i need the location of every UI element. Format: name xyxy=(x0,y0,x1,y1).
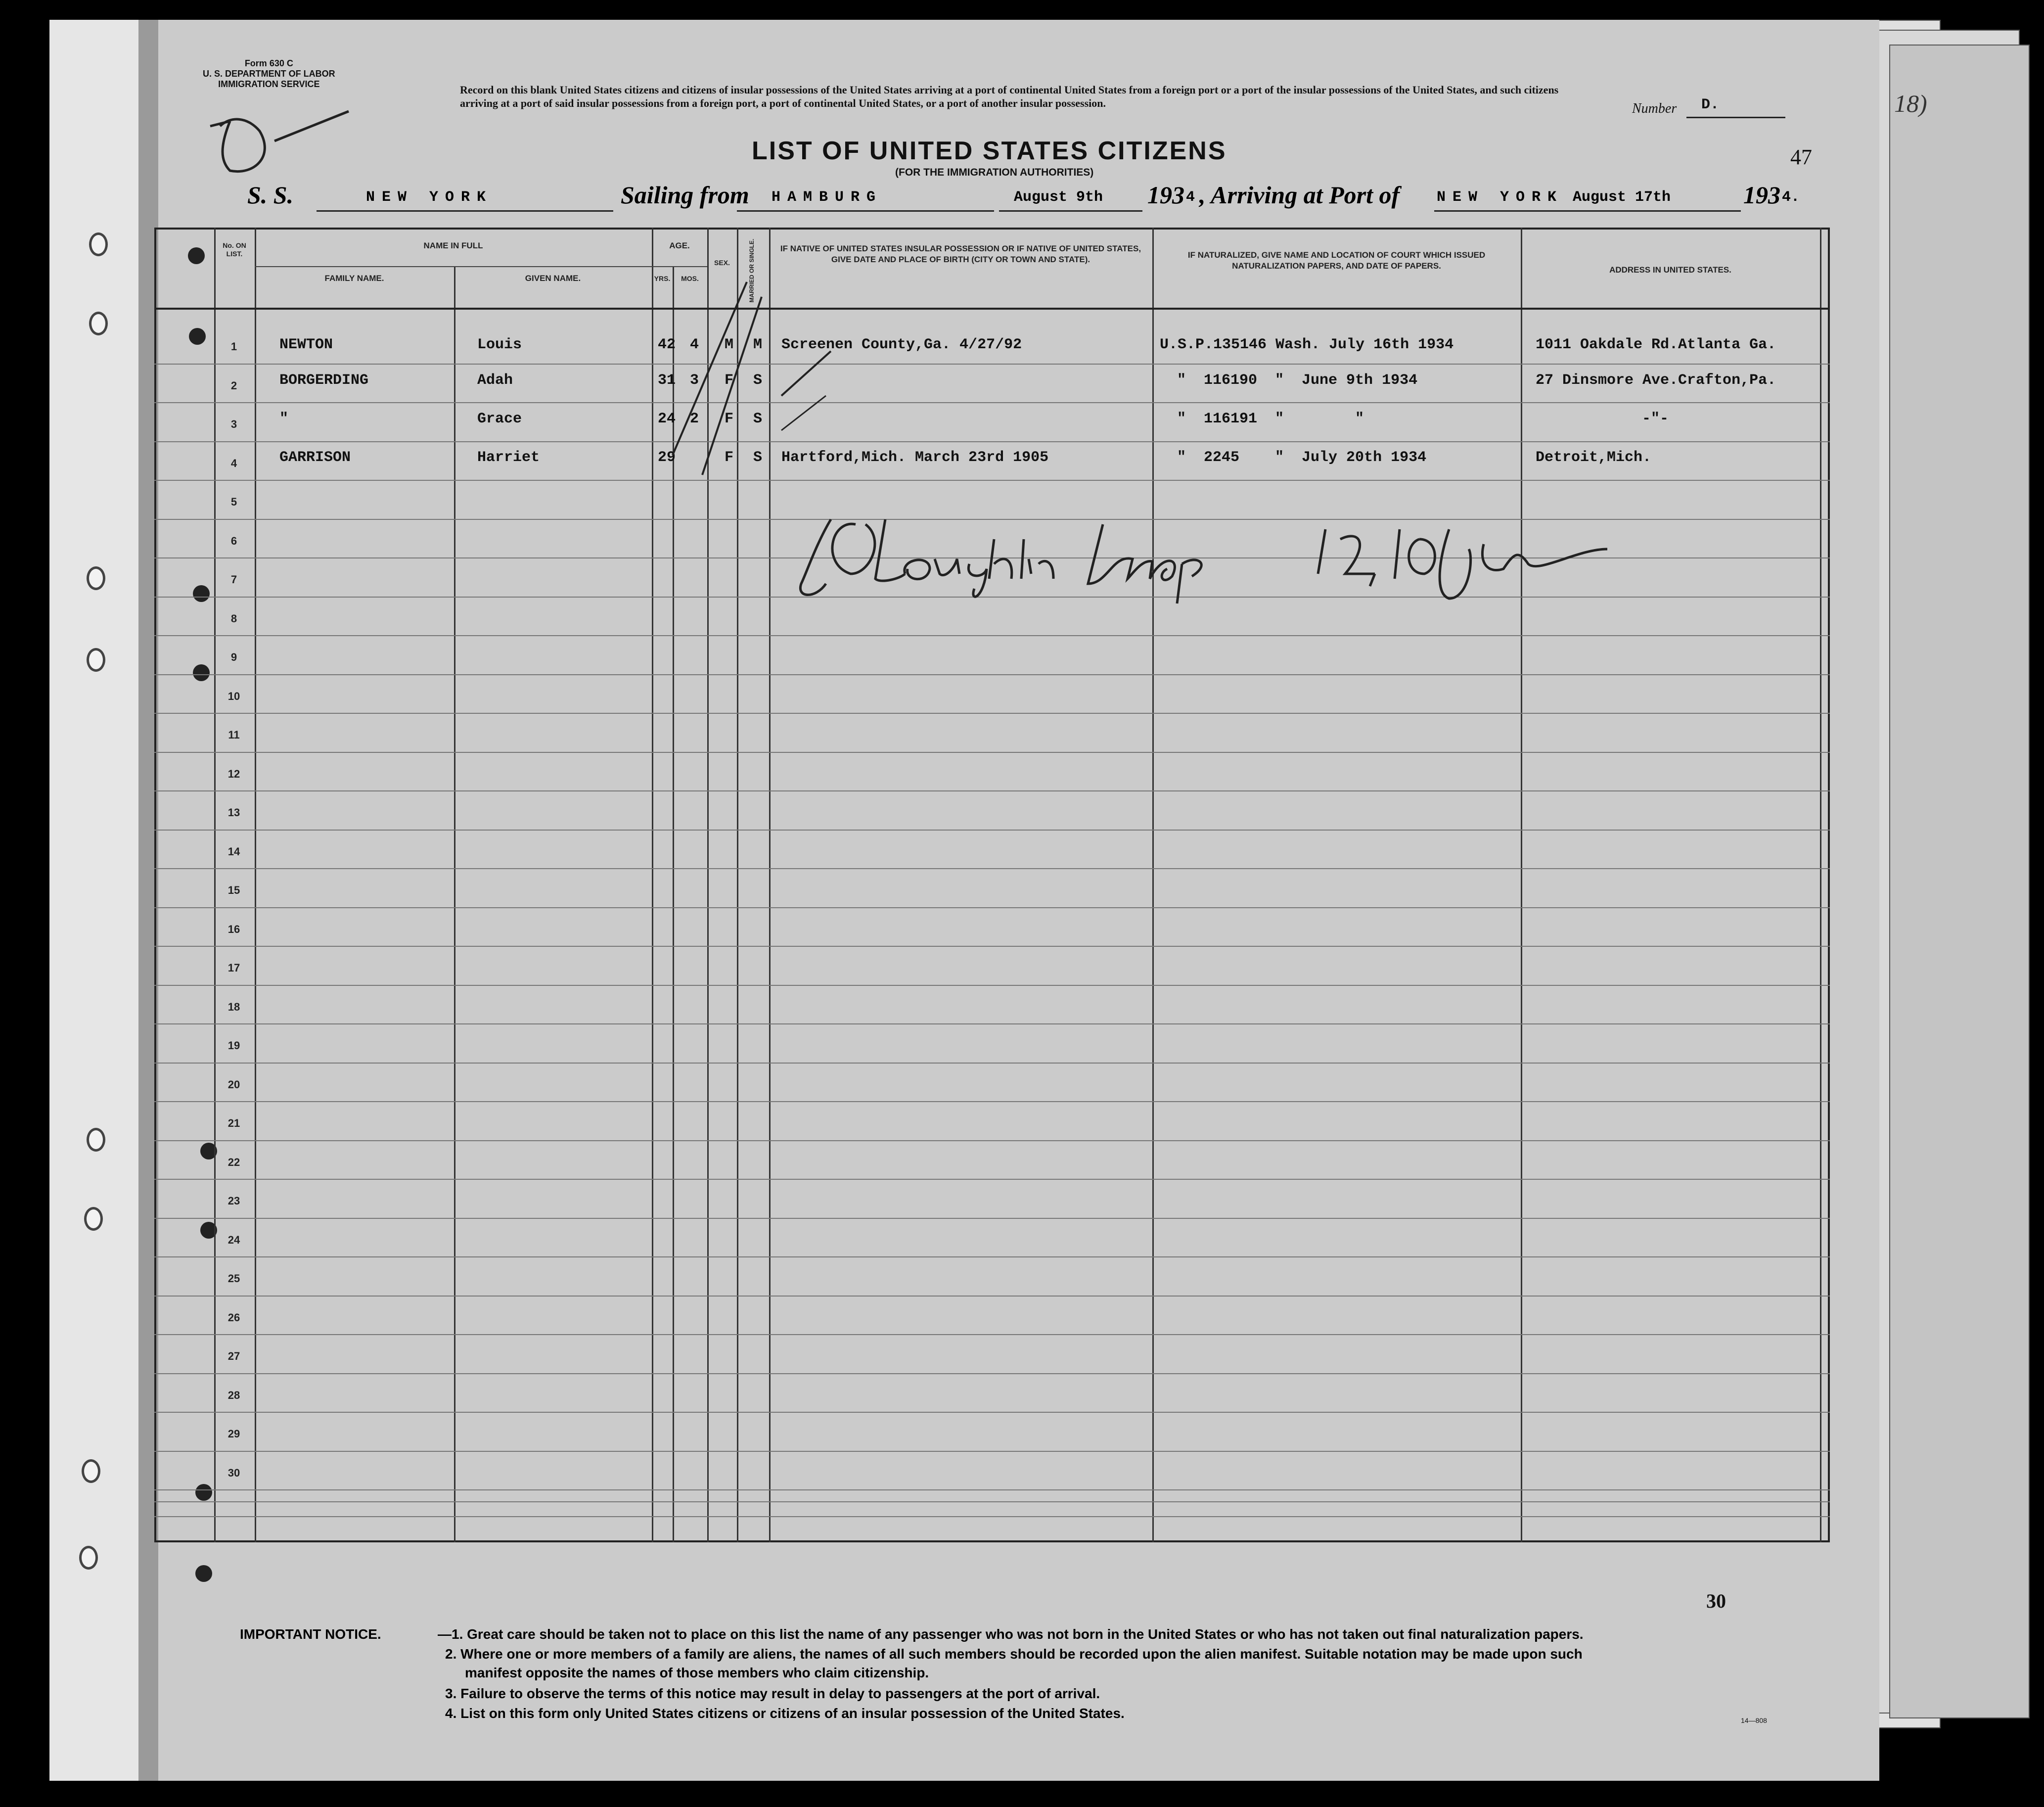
arriving-label: , Arriving at Port of xyxy=(1199,181,1400,209)
ship-name: NEW YORK xyxy=(366,189,493,206)
row-number: 21 xyxy=(227,1117,240,1129)
row-rule xyxy=(154,635,1830,636)
row-number: 12 xyxy=(227,767,240,780)
header-name-in-full: NAME IN FULL xyxy=(423,241,483,250)
row-rule xyxy=(154,1179,1830,1180)
family-name-cell: " xyxy=(279,411,289,427)
sailing-label: Sailing from xyxy=(621,181,749,209)
row-number: 3 xyxy=(230,418,237,430)
row-rule xyxy=(154,907,1830,908)
row-number: 8 xyxy=(230,612,237,625)
row-rule xyxy=(154,868,1830,869)
address-cell: Detroit,Mich. xyxy=(1536,449,1652,466)
row-number: 5 xyxy=(230,496,237,508)
column-divider xyxy=(1152,228,1154,1542)
row-number: 10 xyxy=(227,690,240,702)
row-number: 11 xyxy=(228,729,240,741)
row-rule xyxy=(154,1101,1830,1102)
age-months-cell: 4 xyxy=(690,336,699,353)
sex-cell: F xyxy=(725,449,734,466)
form-instructions: Record on this blank United States citizens and citizens of insular possessions of the United States arriving at a port of continental United States from a foreign port or a port of the insular possessions of the United States, and such citizens arriving at a port of said insular possessions from a foreign port, a port of continental United States, or a port of another insular possession. xyxy=(460,84,1559,109)
row-number: 14 xyxy=(227,845,240,858)
marital-status-cell: S xyxy=(753,449,763,466)
age-years-cell: 29 xyxy=(658,449,676,466)
column-divider xyxy=(652,228,653,1542)
sailing-port: HAMBURG xyxy=(772,189,883,206)
notice-line-2: 2. Where one or more members of a family are aliens, the names of all such members should be recorded upon the alien manifest. Suitable notation may be made upon such xyxy=(445,1646,1583,1662)
row-rule xyxy=(154,790,1830,791)
row-number: 7 xyxy=(230,573,237,586)
row-rule xyxy=(154,1412,1830,1413)
column-divider xyxy=(214,228,216,1542)
row-rule xyxy=(154,480,1830,481)
row-number: 27 xyxy=(227,1350,240,1362)
ditto-strokes xyxy=(663,267,851,485)
family-name-cell: BORGERDING xyxy=(279,372,369,389)
row-number: 26 xyxy=(227,1311,240,1324)
row-number: 19 xyxy=(227,1039,240,1052)
row-rule xyxy=(154,1451,1830,1452)
ss-label: S. S. xyxy=(247,181,294,209)
passenger-table xyxy=(154,228,1830,1542)
inspector-signature xyxy=(786,500,1677,613)
row-rule xyxy=(154,713,1830,714)
arrival-port: NEW YORK xyxy=(1437,189,1564,206)
row-number: 13 xyxy=(227,806,240,819)
header-no: No. ON LIST. xyxy=(223,241,246,258)
row-rule xyxy=(154,1256,1830,1257)
arrival-underline xyxy=(1434,210,1741,212)
row-number: 16 xyxy=(227,923,240,935)
sailing-underline xyxy=(737,210,994,212)
age-years-cell: 31 xyxy=(658,372,676,389)
binding-hole xyxy=(89,312,108,335)
handwritten-d-mark xyxy=(200,101,359,181)
header-married-single: MARRIED OR SINGLE. xyxy=(748,238,755,303)
row-number: 25 xyxy=(227,1272,240,1285)
row-rule xyxy=(154,1218,1830,1219)
notice-line-3: manifest opposite the names of those members who claim citizenship. xyxy=(465,1665,929,1680)
row-number: 9 xyxy=(230,651,237,663)
row-rule xyxy=(154,1023,1830,1024)
row-rule xyxy=(154,830,1830,831)
header-age: AGE. xyxy=(669,241,690,250)
column-divider xyxy=(1521,228,1522,1542)
row-rule xyxy=(154,1063,1830,1064)
corner-annotation: 18) xyxy=(1894,90,1927,117)
notice-heading: IMPORTANT NOTICE. xyxy=(240,1626,381,1642)
row-rule xyxy=(154,1489,1830,1490)
departure-year-prefix: 193 xyxy=(1147,181,1184,209)
row-rule xyxy=(154,946,1830,947)
address-cell: 1011 Oakdale Rd.Atlanta Ga. xyxy=(1536,336,1776,353)
row-rule xyxy=(154,364,1830,365)
given-name-cell: Louis xyxy=(477,336,522,353)
sex-cell: F xyxy=(725,372,734,389)
age-years-cell: 24 xyxy=(658,411,676,427)
date-underline xyxy=(999,210,1142,212)
address-cell: -"- xyxy=(1642,411,1669,427)
notice-line-4: 3. Failure to observe the terms of this notice may result in delay to passengers at the port of arrival. xyxy=(445,1686,1100,1701)
column-divider xyxy=(454,267,455,1542)
row-rule xyxy=(154,985,1830,986)
row-number: 17 xyxy=(227,962,240,974)
row-number: 24 xyxy=(227,1233,240,1246)
row-rule xyxy=(154,752,1830,753)
binding-hole xyxy=(87,566,105,590)
marital-status-cell: M xyxy=(753,336,763,353)
header-given-name: GIVEN NAME. xyxy=(525,274,581,283)
form-code: 14—808 xyxy=(1741,1716,1767,1724)
binding-hole xyxy=(89,232,108,256)
row-number: 4 xyxy=(230,457,237,469)
row-number: 23 xyxy=(227,1195,240,1207)
family-name-cell: NEWTON xyxy=(279,336,333,353)
address-cell: 27 Dinsmore Ave.Crafton,Pa. xyxy=(1536,372,1776,389)
total-count: 30 xyxy=(1706,1590,1726,1612)
row-rule xyxy=(154,402,1830,403)
binding-hole xyxy=(79,1546,98,1570)
naturalization-cell: " 116191 " " xyxy=(1177,411,1364,427)
naturalization-cell: " 2245 " July 20th 1934 xyxy=(1177,449,1427,466)
marital-status-cell: S xyxy=(753,411,763,427)
ship-underline xyxy=(317,210,613,212)
number-underline xyxy=(1686,117,1785,118)
birthplace-cell: Hartford,Mich. March 23rd 1905 xyxy=(781,449,1049,466)
arrival-year-suffix: 4. xyxy=(1782,189,1800,206)
family-name-cell: GARRISON xyxy=(279,449,351,466)
row-number: 1 xyxy=(230,340,237,353)
column-divider xyxy=(255,228,256,1542)
row-rule xyxy=(154,1516,1830,1517)
row-number: 15 xyxy=(227,884,240,896)
row-rule xyxy=(154,1501,1830,1502)
page-number: 47 xyxy=(1790,145,1812,169)
sex-cell: M xyxy=(725,336,734,353)
row-rule xyxy=(154,1296,1830,1297)
header-rule xyxy=(255,266,652,267)
row-number: 6 xyxy=(230,534,237,547)
row-number: 22 xyxy=(227,1156,240,1168)
departure-date: August 9th xyxy=(1014,189,1103,206)
row-number: 2 xyxy=(230,379,237,392)
back-page xyxy=(1889,45,2030,1718)
birthplace-cell: Screenen County,Ga. 4/27/92 xyxy=(781,336,1022,353)
form-identifier: Form 630 C U. S. DEPARTMENT OF LABOR IMMIGRATION SERVICE xyxy=(203,58,335,89)
header-birthplace: IF NATIVE OF UNITED STATES INSULAR POSSESSION OR IF NATIVE OF UNITED STATES, GIVE DATE AND PLACE OF BIRTH (CITY OR TOWN AND STATE). xyxy=(780,244,1141,264)
naturalization-cell: U.S.P.135146 Wash. July 16th 1934 xyxy=(1160,336,1454,353)
row-number: 28 xyxy=(227,1389,240,1401)
punch-mark xyxy=(195,1565,212,1582)
header-bottom-rule xyxy=(154,308,1830,310)
notice-line-5: 4. List on this form only United States citizens or citizens of an insular possession of the United States. xyxy=(445,1706,1125,1721)
column-divider xyxy=(1820,228,1821,1542)
departure-year-suffix: 4 xyxy=(1186,189,1195,206)
sex-cell: F xyxy=(725,411,734,427)
header-years: YRS. xyxy=(654,275,671,282)
form-title: LIST OF UNITED STATES CITIZENS xyxy=(752,137,1227,165)
header-months: MOS. xyxy=(681,275,699,282)
arrival-date: August 17th xyxy=(1573,189,1671,206)
row-number: 30 xyxy=(227,1466,240,1479)
notice-line-1: —1. Great care should be taken not to place on this list the name of any passenger who was not born in the United States or who has not taken out final naturalization papers. xyxy=(438,1626,1584,1642)
row-rule xyxy=(154,674,1830,675)
row-number: 29 xyxy=(227,1428,240,1440)
age-years-cell: 42 xyxy=(658,336,676,353)
row-number: 20 xyxy=(227,1078,240,1091)
binding-hole xyxy=(82,1459,100,1483)
row-number: 18 xyxy=(227,1000,240,1013)
header-family-name: FAMILY NAME. xyxy=(324,274,384,283)
row-rule xyxy=(154,1373,1830,1374)
number-label: Number xyxy=(1632,101,1677,116)
header-naturalization: IF NATURALIZED, GIVE NAME AND LOCATION OF COURT WHICH ISSUED NATURALIZATION PAPERS, AND DATE OF PAPERS. xyxy=(1187,250,1486,271)
header-address: ADDRESS IN UNITED STATES. xyxy=(1609,265,1731,275)
row-rule xyxy=(154,1140,1830,1141)
header-sex: SEX. xyxy=(714,259,730,267)
given-name-cell: Grace xyxy=(477,411,522,427)
naturalization-cell: " 116190 " June 9th 1934 xyxy=(1177,372,1418,389)
number-value: D. xyxy=(1701,96,1720,113)
age-months-cell: 3 xyxy=(690,372,699,389)
arrival-year-prefix: 193 xyxy=(1743,181,1780,209)
binding-hole xyxy=(84,1207,103,1231)
given-name-cell: Harriet xyxy=(477,449,540,466)
marital-status-cell: S xyxy=(753,372,763,389)
given-name-cell: Adah xyxy=(477,372,513,389)
binding-hole xyxy=(87,648,105,672)
form-subtitle: (FOR THE IMMIGRATION AUTHORITIES) xyxy=(895,167,1094,178)
row-rule xyxy=(154,1334,1830,1335)
row-rule xyxy=(154,441,1830,442)
binding-hole xyxy=(87,1128,105,1152)
age-months-cell: 2 xyxy=(690,411,699,427)
